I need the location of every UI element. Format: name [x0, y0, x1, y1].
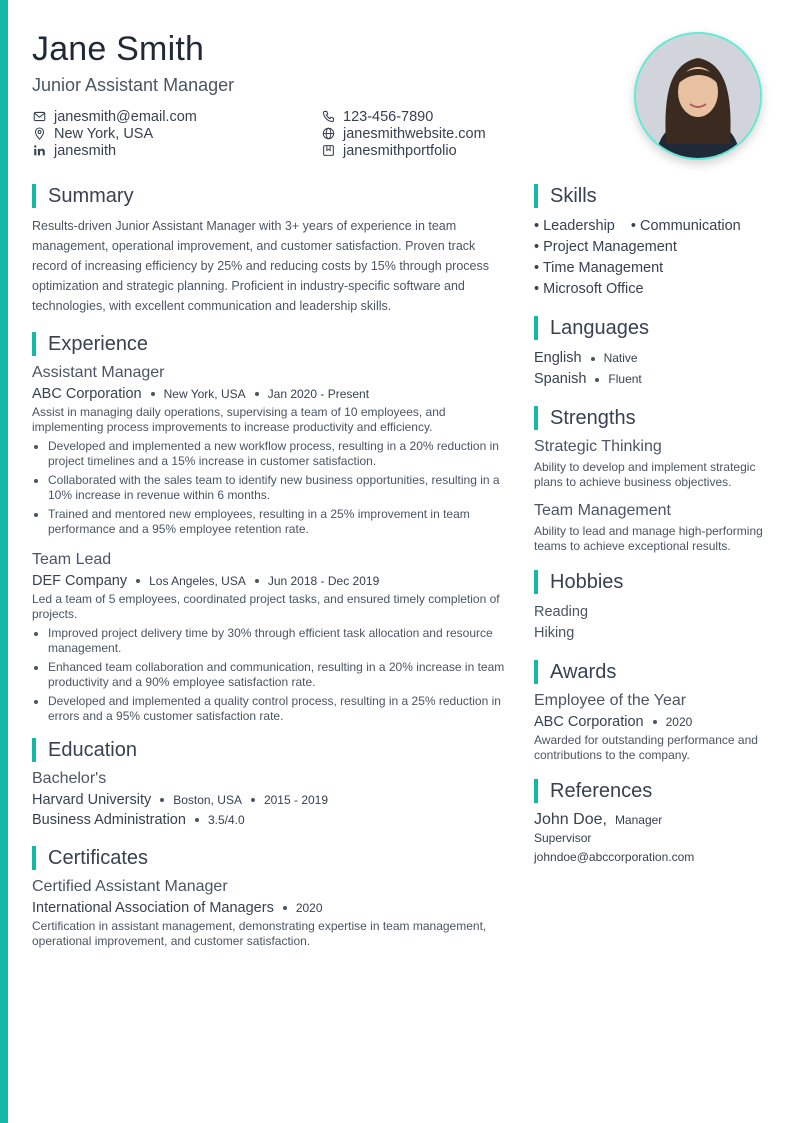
- references-heading: [534, 779, 766, 803]
- hobbies-heading: [534, 570, 766, 594]
- separator-dot: [255, 579, 259, 583]
- skill-item: Communication: [639, 218, 741, 234]
- job-dates: Jun 2018 - Dec 2019: [267, 574, 380, 588]
- section-accent: [534, 184, 538, 208]
- certificates-heading: [32, 846, 510, 870]
- separator-dot: [595, 378, 599, 382]
- strengths-heading: [534, 406, 766, 430]
- language-name: English: [534, 350, 582, 366]
- reference-role: Manager: [614, 813, 663, 827]
- bullet-item: Collaborated with the sales team to identify new business opportunities, resulting in a 10% increase in revenue within 6 months.: [32, 473, 510, 503]
- bullet-item: Enhanced team collaboration and communication, resulting in a 20% increase in team productivity and a 90% employee satisfaction rate.: [32, 660, 510, 690]
- summary-heading: [32, 184, 510, 208]
- mail-icon: [32, 110, 46, 124]
- job-role: Assistant Manager: [32, 364, 165, 381]
- separator-dot: [591, 357, 595, 361]
- job-bullets: [32, 626, 510, 724]
- school-years: 2015 - 2019: [263, 793, 329, 807]
- section-title: Experience: [48, 332, 149, 355]
- location-pin-icon: [32, 127, 46, 141]
- contact-right: [321, 108, 486, 159]
- job-dates: Jan 2020 - Present: [267, 387, 370, 401]
- section-title: Skills: [550, 184, 597, 207]
- language-level: Fluent: [608, 372, 642, 386]
- education-field-row: [32, 812, 510, 828]
- section-accent: [534, 406, 538, 430]
- award-meta: [534, 714, 766, 730]
- section-accent: [32, 738, 36, 762]
- section-title: Summary: [48, 184, 134, 207]
- award-description: Awarded for outstanding performance and contributions to the company.: [534, 733, 758, 762]
- strength-title: Strategic Thinking: [534, 438, 662, 455]
- section-accent: [534, 316, 538, 340]
- skills-list: • Leadership • Communication • Project Management • Time Management • Microsoft Office: [534, 218, 741, 297]
- right-column: [534, 184, 766, 867]
- job-description: Led a team of 5 employees, coordinated project tasks, and ensured timely completion of projects.: [32, 592, 500, 621]
- awards-heading: [534, 660, 766, 684]
- language-level: Native: [603, 351, 638, 365]
- strength-description: Ability to lead and manage high-performing teams to achieve exceptional results.: [534, 524, 763, 553]
- certificate-year: 2020: [295, 901, 323, 915]
- skill-item: Project Management: [543, 239, 677, 255]
- certificate-issuer: International Association of Managers: [32, 900, 274, 916]
- language-item: [534, 348, 766, 369]
- contact-website[interactable]: [321, 125, 486, 142]
- phone-text: 123-456-7890: [343, 108, 434, 125]
- job-meta: [32, 386, 510, 402]
- skills-heading: [534, 184, 766, 208]
- skill-item: Time Management: [542, 260, 664, 276]
- language-name: Spanish: [534, 371, 587, 387]
- linkedin-text: janesmith: [54, 142, 117, 159]
- reference-name-row: [534, 811, 766, 829]
- certificate-description: Certification in assistant management, demonstrating expertise in team management, operational improvement, and customer satisfaction.: [32, 919, 487, 948]
- certificate-name: Certified Assistant Manager: [32, 878, 228, 895]
- education-school-row: [32, 792, 510, 808]
- skill-item: Microsoft Office: [543, 281, 644, 297]
- summary-text: Results-driven Junior Assistant Manager with 3+ years of experience in team management, operational improvement, and customer satisfaction. Proven track record of increasing efficiency by 25% and reducing costs by 15% through process optimization and strategic planning. Proficient in industry-specific software and technologies, with excellent communication and leadership skills.: [32, 219, 489, 313]
- profile-photo: [634, 32, 762, 160]
- reference-email[interactable]: johndoe@abccorporation.com: [534, 850, 695, 864]
- section-accent: [534, 779, 538, 803]
- award-title: Employee of the Year: [534, 692, 687, 709]
- job-entry: [32, 364, 510, 537]
- separator-dot: [251, 798, 255, 802]
- separator-dot: [160, 798, 164, 802]
- bullet-item: Improved project delivery time by 30% through efficient task allocation and resource management.: [32, 626, 510, 656]
- languages-heading: [534, 316, 766, 340]
- candidate-name: Jane Smith: [32, 30, 205, 68]
- gpa: 3.5/4.0: [207, 813, 245, 827]
- reference-title: Supervisor: [534, 831, 592, 845]
- contact-portfolio[interactable]: [321, 142, 486, 159]
- section-accent: [534, 570, 538, 594]
- separator-dot: [195, 818, 199, 822]
- section-accent: [32, 332, 36, 356]
- separator-dot: [136, 579, 140, 583]
- skill-item: Leadership: [543, 218, 615, 234]
- separator-dot: [151, 392, 155, 396]
- strength-title: Team Management: [534, 502, 671, 519]
- accent-bar: [0, 0, 8, 1123]
- language-item: [534, 369, 766, 390]
- section-title: Awards: [550, 660, 617, 683]
- left-column: [32, 184, 510, 953]
- job-entry: [32, 551, 510, 724]
- school-name: Harvard University: [32, 792, 152, 808]
- email-text: janesmith@email.com: [54, 108, 197, 125]
- section-accent: [32, 184, 36, 208]
- reference-name: John Doe,: [534, 811, 607, 828]
- job-role: Team Lead: [32, 551, 112, 568]
- job-company: DEF Company: [32, 573, 128, 589]
- section-title: References: [550, 779, 653, 802]
- section-title: Certificates: [48, 846, 149, 869]
- job-location: Los Angeles, USA: [149, 574, 246, 588]
- certificate-meta: [32, 900, 510, 916]
- job-description: Assist in managing daily operations, supervising a team of 10 employees, and implementing process improvements to increase productivity and efficiency.: [32, 405, 446, 434]
- contact-phone[interactable]: [321, 108, 486, 125]
- award-year: 2020: [665, 715, 693, 729]
- bullet-item: Trained and mentored new employees, resulting in a 25% improvement in team performance and a 95% employee retention rate.: [32, 507, 510, 537]
- bullet-item: Developed and implemented a quality control process, resulting in a 25% reduction in errors and a 95% customer satisfaction rate.: [32, 694, 510, 724]
- job-bullets: [32, 439, 510, 537]
- job-company: ABC Corporation: [32, 386, 142, 402]
- section-accent: [32, 846, 36, 870]
- bullet-item: Developed and implemented a new workflow process, resulting in a 20% reduction in project timelines and a 15% increase in customer satisfaction.: [32, 439, 510, 469]
- section-title: Strengths: [550, 406, 636, 429]
- separator-dot: [653, 720, 657, 724]
- award-org: ABC Corporation: [534, 714, 644, 730]
- portfolio-text: janesmithportfolio: [343, 142, 457, 159]
- section-accent: [534, 660, 538, 684]
- hobby-item: Reading: [534, 604, 589, 620]
- globe-icon: [321, 127, 335, 141]
- website-text: janesmithwebsite.com: [343, 125, 486, 142]
- field-of-study: Business Administration: [32, 812, 186, 828]
- phone-icon: [321, 110, 335, 124]
- school-location: Boston, USA: [173, 793, 242, 807]
- contact-left: [32, 108, 197, 159]
- section-title: Hobbies: [550, 570, 624, 593]
- section-title: Languages: [550, 316, 649, 339]
- job-location: New York, USA: [163, 387, 246, 401]
- degree: Bachelor's: [32, 770, 107, 787]
- experience-heading: [32, 332, 510, 356]
- separator-dot: [255, 392, 259, 396]
- contact-linkedin[interactable]: [32, 142, 197, 159]
- job-meta: [32, 573, 510, 589]
- candidate-title: Junior Assistant Manager: [32, 75, 235, 95]
- portfolio-bookmark-icon: [321, 144, 335, 158]
- linkedin-icon: [32, 144, 46, 158]
- education-heading: [32, 738, 510, 762]
- contact-email[interactable]: [32, 108, 197, 125]
- section-title: Education: [48, 738, 137, 761]
- separator-dot: [283, 906, 287, 910]
- contact-location: [32, 125, 197, 142]
- strength-description: Ability to develop and implement strategic plans to achieve business objectives.: [534, 460, 756, 489]
- location-text: New York, USA: [54, 125, 154, 142]
- hobby-item: Hiking: [534, 625, 575, 641]
